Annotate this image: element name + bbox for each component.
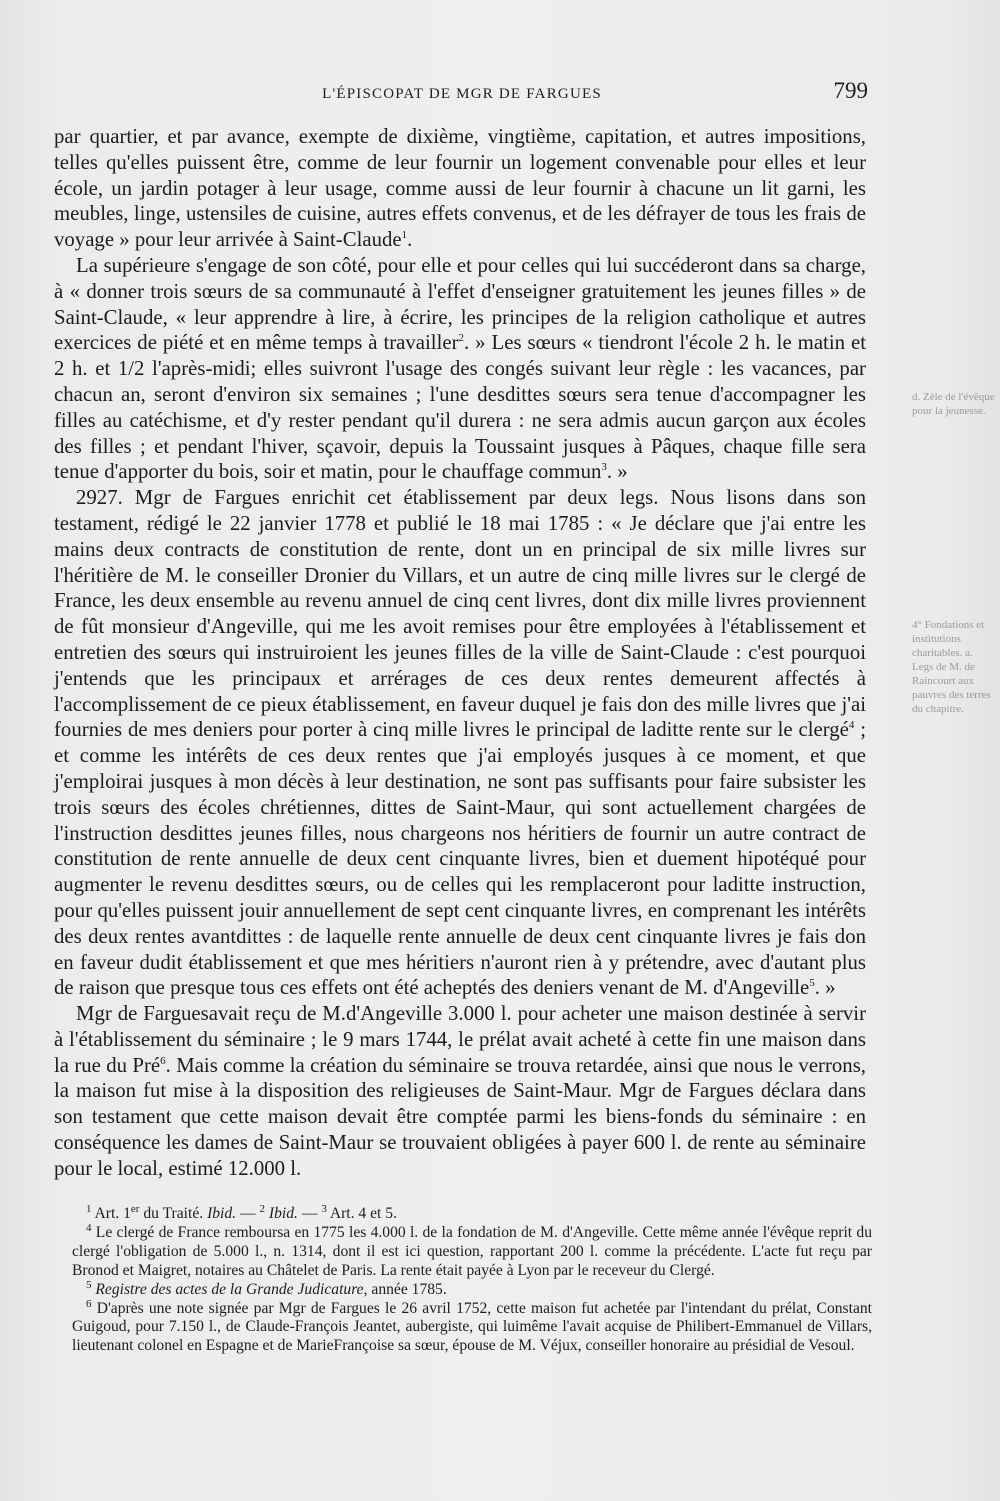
footnote-4	[72, 1221, 872, 1281]
paragraph-3-middle: ; et comme les intérêts de ces deux rentes que j'ai employés jusques à ce moment, et que j'emploirai jusques à mon décès à leur destination, ne sont pas suffisants pour faire subsister les trois sœurs des écoles chrétiennes, dittes de Saint-Maur, qui sont actuellement chargées de l'instruction desdittes jeunes filles, nous chargeons nos héritiers de fournir un autre contract de constitution de rente annuelle de deux cent cinquante livres, bien et duement hipotéqué pour augmenter le revenu desdittes sœurs, ou de celles qui les remplaceront pour laditte instruction, pour qu'elles puissent jouir annuellement de sept cent cinquante livres, en comprenant les intérêts des deux rentes avantdittes : de laquelle rente annuelle de deux cent cinquante livres je fais don en faveur dudit établissement et que mes héritiers n'auront rien à y prétendre, avec d'autant plus de raison que presque tous ces effets ont été acheptés des deniers venant de M. d'Angeville	[54, 718, 866, 1000]
paragraph-2-text: La supérieure s'engage de son côté, pour elle et pour celles qui lui succéderont dans sa charge, à « donner trois sœurs de sa communauté à l'effet d'enseigner gratuitement les jeunes filles » de Saint-Claude, « leur apprendre à lire, à écrire, les principes de la religion catholique et autres exercices de piété et en même temps à travailler	[54, 253, 866, 355]
paragraph-4-text: Mgr de Farguesavait reçu de M.d'Angeville 3.000 l. pour acheter une maison destinée à servir à l'établissement du séminaire ; le 9 mars 1744, le prélat avait acheté à cette fin une maison dans la rue du Pré	[54, 1002, 866, 1077]
footnote-ref-6: 6	[160, 1054, 166, 1067]
running-head: L'ÉPISCOPAT DE MGR DE FARGUES	[322, 86, 602, 102]
paragraph-2	[54, 253, 866, 485]
paragraph-2-end: . »	[606, 460, 628, 484]
paragraph-4	[54, 1001, 866, 1182]
footnote-ref-1: 1	[401, 229, 408, 242]
footnote-5-rest: , année 1785.	[363, 1280, 447, 1298]
footnote-dash-1: —	[236, 1205, 260, 1222]
page-header	[56, 78, 868, 112]
footnote-3-text: Art. 4 et 5.	[326, 1205, 397, 1222]
footnote-5-title: Registre des actes de la Grande Judicature	[95, 1280, 364, 1298]
footnote-num-3: 3	[321, 1202, 327, 1215]
paragraph-1-text: par quartier, et par avance, exempte de dixième, vingtième, capitation, et autres impositions, telles qu'elles puissent être, comme de leur fournir un logement convenable pour elles et leur école, un jardin potager à leur usage, comme aussi de leur fournir à chacune un lit garni, les meubles, linge, ustensiles de cuisine, autres effets convenus, et de les défrayer de tous les frais de voyage » pour leur arrivée à Saint-Claude	[54, 125, 866, 252]
paragraph-3-end: . »	[814, 976, 836, 1000]
main-text	[54, 124, 866, 1182]
footnote-dash-2: —	[297, 1205, 322, 1222]
footnote-num-4: 4	[86, 1221, 92, 1234]
footnotes	[72, 1202, 872, 1356]
paragraph-3	[54, 485, 866, 1001]
footnote-num-1: 1	[86, 1202, 92, 1215]
footnote-1-text-b: du Traité.	[139, 1205, 208, 1222]
footnote-ref-2: 2	[458, 332, 464, 345]
footnote-1-text: Art. 1	[91, 1205, 131, 1222]
footnote-num-2: 2	[259, 1202, 265, 1215]
paragraph-3-text: 2927. Mgr de Fargues enrichit cet établissement par deux legs. Nous lisons dans son testament, rédigé le 22 janvier 1778 et publié le 18 mai 1785 : « Je déclare que j'ai entre les mains deux contracts de constitution de rente, dont un en principal de six mille livres sur l'héritière de M. le conseiller Dronier du Villars, et un autre de cinq mille livres sur le clergé de France, les deux ensemble au revenu annuel de cinq cent livres, dont dix mille livres proviennent de fût monsieur d'Angeville, qui me les avoit remises pour être employées à l'établissement et entretien des sœurs qui instruiroient les jeunes filles de la ville de Saint-Claude : c'est pourquoi j'entends que les principaux et arrérages de ces deux rentes demeurent affectés à l'accomplissement de ce pieux établissement, en faveur duquel je fais don des mille livres que j'ai fournies de mes deniers pour porter à cinq mille livres le principal de laditte rente sur le clergé	[54, 486, 866, 742]
footnote-4-text: Le clergé de France remboursa en 1775 les 4.000 l. de la fondation de M. d'Angeville. Cette même année l'évêque reprit du clergé l'obligation de 5.000 l., n. 1314, dont il est ici question, rapportant 200 l. comme la précédente. L'acte fut reçu par Bronod et Maigret, notaires au Châtelet de Paris. La rente était payée à Lyon par le receveur du Clergé.	[72, 1223, 872, 1279]
footnote-num-5: 5	[86, 1278, 92, 1291]
footnote-ref-3: 3	[601, 461, 607, 474]
footnote-ref-4: 4	[848, 719, 855, 732]
footnote-1-3	[72, 1202, 872, 1224]
footnote-1-superscript: er	[130, 1202, 140, 1215]
paragraph-1	[54, 124, 866, 253]
paragraph-1-end: .	[407, 228, 413, 252]
paragraph-2-middle: . » Les sœurs « tiendront l'école 2 h. le matin et 2 h. et 1/2 l'après-midi; elles suivront l'usage des congés suivant leur règle : les vacances, par chacun an, seront d'environ six semaines ; l'une desdittes sœurs sera tenue d'accompagner les filles au catéchisme, et d'y rester pendant qu'il durera : ne sera admis aucun garçon aux écoles des filles ; et pendant l'hiver, sçavoir, depuis la Toussaint jusques à Pâques, chaque fille sera tenue d'apporter du bois, soir et matin, pour le chauffage commun	[54, 331, 866, 484]
footnote-num-6: 6	[86, 1297, 92, 1310]
footnote-ibid-1: Ibid.	[207, 1205, 237, 1222]
footnote-ref-5: 5	[809, 977, 815, 990]
page-number: 799	[833, 78, 868, 103]
paragraph-4-end: . Mais comme la création du séminaire se trouva retardée, ainsi que nous le verrons, la maison fut mise à la disposition des religieuses de Saint-Maur. Mgr de Fargues déclara dans son testament que cette maison devait être comptée parmi les biens-fonds du séminaire : en conséquence les dames de Saint-Maur se trouvaient obligées à payer 600 l. de rente au séminaire pour le local, estimé 12.000 l.	[54, 1053, 866, 1180]
footnote-5	[72, 1278, 872, 1300]
margin-note-2: 4° Fondations et institutions charitables. a. Legs de M. de Raincourt aux pauvres des terres du chapitre.	[912, 619, 991, 715]
footnote-6-text: D'après une note signée par Mgr de Fargues le 26 avril 1752, cette maison fut achetée par l'intendant du prélat, Constant Guigoud, pour 7.150 l., de Claude-François Jeantet, aubergiste, qui luimême l'avait acquise de Philibert-Emmanuel de Villars, lieutenant colonel en Espagne et de MarieFrançoise sa sœur, épouse de M. Véjux, conseiller honoraire au présidial de Vesoul.	[72, 1299, 872, 1355]
margin-notes	[912, 390, 996, 916]
margin-note-1: d. Zèle de l'évêque pour la jeunesse.	[912, 391, 995, 417]
footnote-6	[72, 1297, 872, 1357]
footnote-ibid-2: Ibid.	[268, 1205, 298, 1222]
